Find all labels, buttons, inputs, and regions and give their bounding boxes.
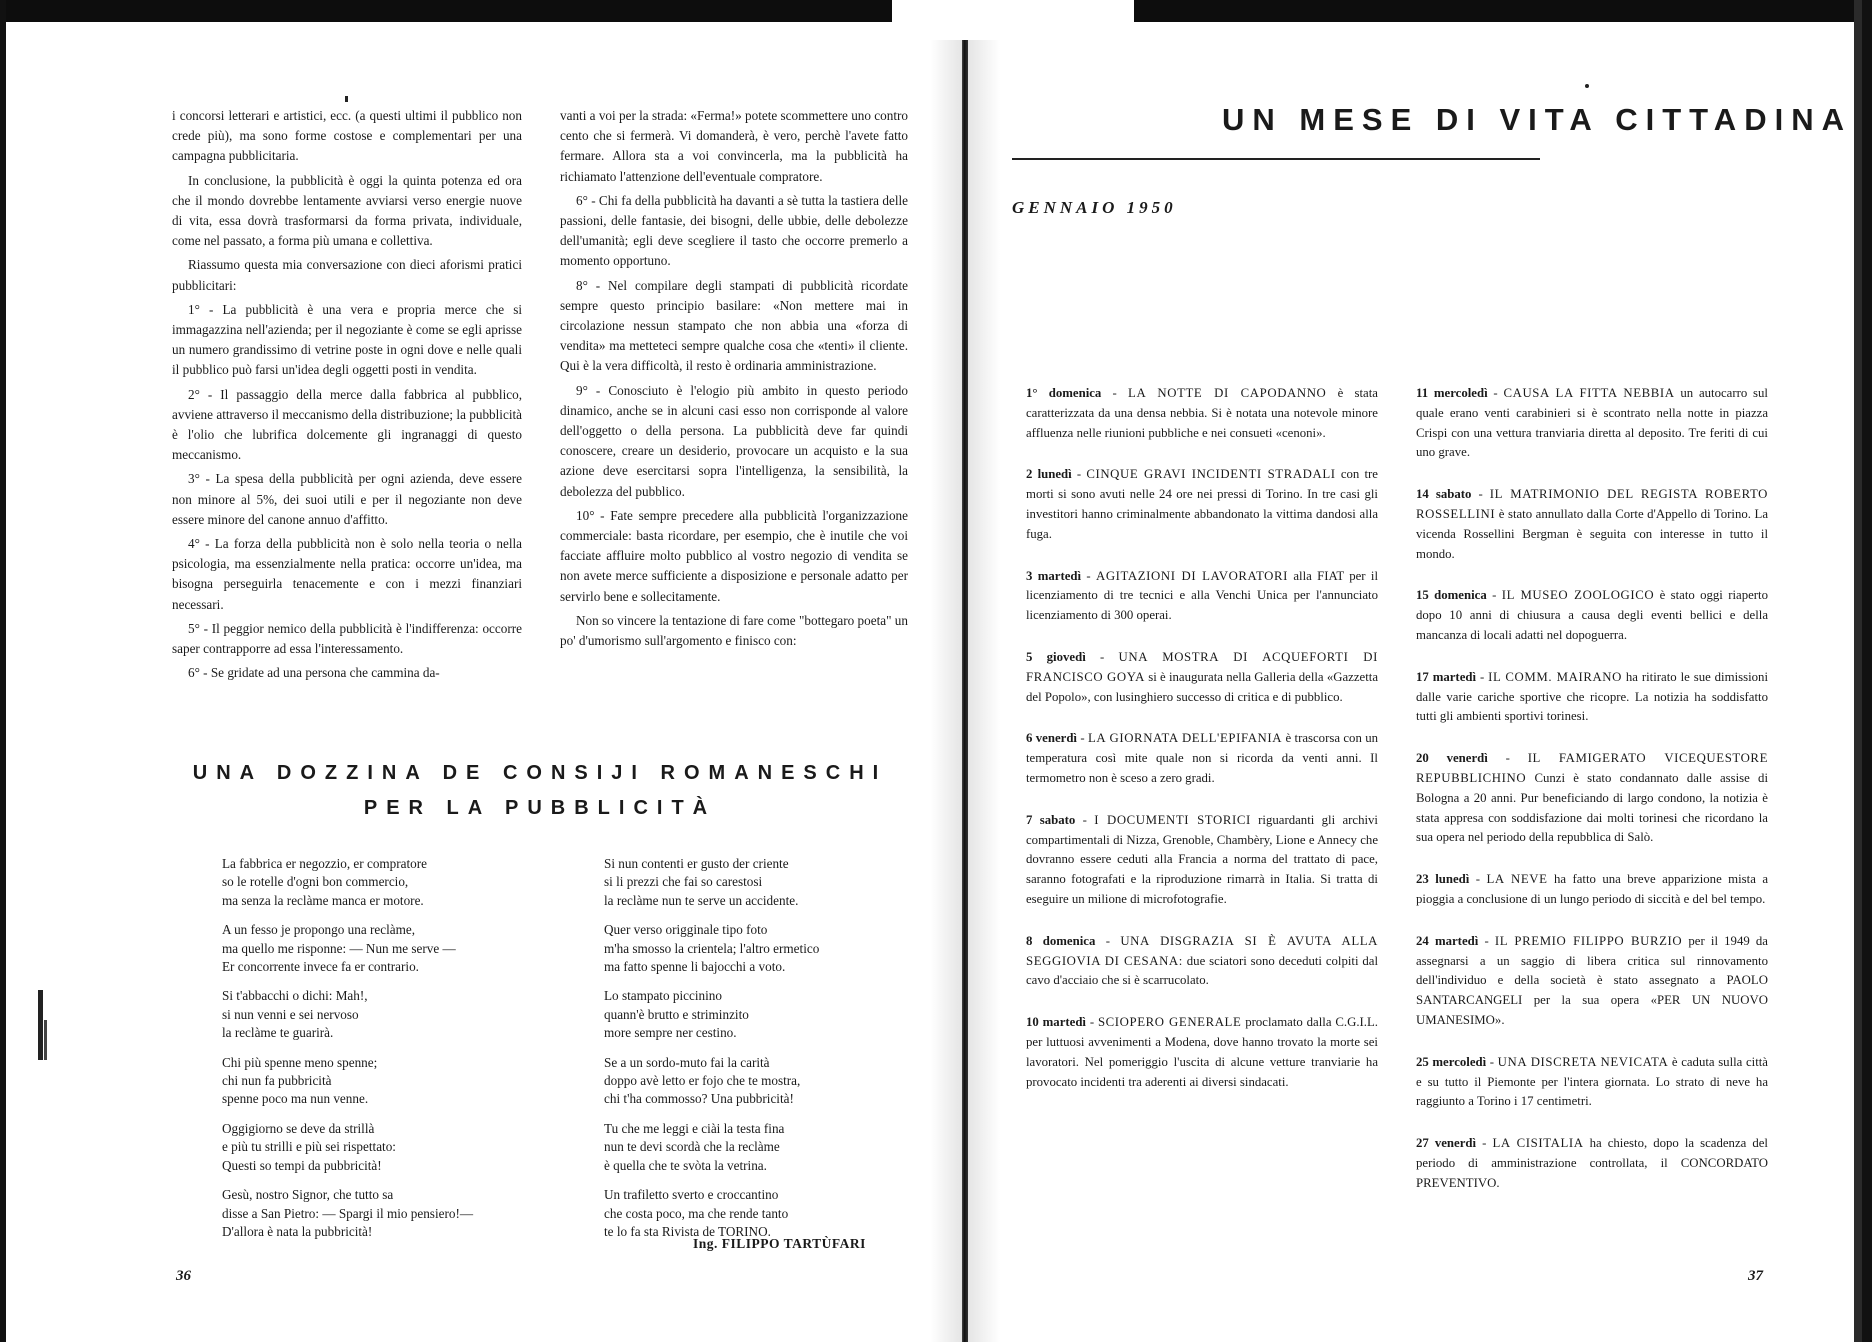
poem-stanza (222, 1054, 552, 1109)
poem-line: e più tu strilli e più sei rispettato: (222, 1139, 396, 1155)
poem-line: Oggigiorno se deve da strillà (222, 1120, 375, 1136)
entry-text: ha ritirato le sue dimissioni dalle varie cariche sportive che ricopre. La notizia ha soddisfatto tutti gli ambienti sportivi torinesi. (1416, 669, 1768, 724)
book-gutter (962, 40, 968, 1342)
page-title: UN MESE DI VITA CITTADINA (1222, 102, 1852, 137)
entry-day: 2 lunedì (1026, 467, 1072, 482)
paragraph: Riassumo questa mia conversazione con dieci aforismi pratici pubblicitari: (172, 257, 522, 293)
left-article-column-b (560, 106, 908, 655)
entry-headline: IL MATRIMONIO DEL REGISTA ROBERTO ROSSELLINI (1416, 487, 1768, 521)
poem-stanza (604, 1120, 924, 1175)
entry-text: si è inaugurata nella Galleria della «Gazzetta del Popolo», con lusinghiero successo di critica e di pubblico. (1026, 669, 1379, 704)
entry-headline: CINQUE GRAVI INCIDENTI STRADALI (1086, 467, 1336, 482)
poem-line: Gesù, nostro Signor, che tutto sa (222, 1187, 394, 1203)
paragraph: vanti a voi per la strada: «Ferma!» potete scommettere uno contro cento che si fermerà. Vi domanderà, è vero, perchè l'avete fatto fermare. Allora sta a voi convincerla, ma la pubblicità ha richiamato l'attenzione dell'eventuale compratore. (560, 108, 908, 184)
poem-line: ma fatto spenne li bajocchi a voto. (604, 959, 786, 975)
month-heading: GENNAIO 1950 (1012, 198, 1177, 217)
print-speck (1585, 84, 1589, 88)
poem-line: chi t'ha commosso? Una pubbricità! (604, 1091, 794, 1107)
entry-headline: AGITAZIONI DI LAVORATORI (1095, 568, 1288, 583)
entry-day: 6 venerdì (1026, 731, 1077, 746)
chronicle-entry: 11 mercoledì - CAUSA LA FITTA NEBBIA un autocarro sul quale erano venti carabinieri si è scontrato nella notte in piazza Crispi con una vettura tranviaria diretta al deposito. Tre feriti di cui uno grave. (1416, 386, 1768, 460)
poem-line: doppo avè letto er fojo che te mostra, (604, 1073, 801, 1089)
entry-headline: LA GIORNATA DELL'EPIFANIA (1088, 731, 1283, 746)
entry-day: 8 domenica (1026, 933, 1096, 948)
paragraph: 5° - Il peggior nemico della pubblicità è l'indifferenza: occorre saper contrapporre ad essa l'interessamento. (172, 620, 522, 657)
left-article-column-a (172, 106, 522, 687)
poem-line: spenne poco ma nun venne. (222, 1091, 369, 1107)
entry-day: 17 martedì (1416, 669, 1477, 684)
entry-headline: UNA DISGRAZIA SI È AVUTA ALLA SEGGIOVIA DI CESANA: (1026, 933, 1378, 968)
entry-text: alla FIAT per il licenziamento di tre tecnici e alla Venchi Unica per l'annunciato licenziamento di 300 operai. (1026, 568, 1378, 623)
entry-text: è trascorsa con un temperatura così mite quale non si ricorda da venti anni. Il termometro non è sceso a zero gradi. (1026, 731, 1379, 785)
poem-line: Si nun contenti er gusto der criente (604, 856, 789, 871)
paragraph: i concorsi letterari e artistici, ecc. (a questi ultimi il pubblico non crede più), ma sono forme costose e complementari per una campagna pubblicitaria. (172, 108, 522, 164)
poem-line: nun te devi scordà che la reclàme (604, 1139, 780, 1155)
entry-headline: IL COMM. MAIRANO (1488, 669, 1622, 684)
paragraph: 10° - Fate sempre precedere alla pubblicità l'organizzazione commerciale: basta ricordare, per esempio, che è inutile che voi facciate affluire molto pubblico al vostro negozio di vendita se non avete merce sufficiente a disposizione e personale adatto per servirlo bene e sollecitamente. (560, 507, 908, 604)
poem-line: quann'è brutto e striminzito (604, 1006, 749, 1022)
entry-day: 20 venerdì (1416, 751, 1488, 766)
poem-line: more sempre ner cestino. (604, 1025, 737, 1041)
entry-text: è caduta sulla città e su tutto il Piemonte per l'intera giornata. Lo strato di neve ha raggiunto a Torino i 17 centimetri. (1416, 1054, 1768, 1109)
chronicle-entry: 24 martedì - IL PREMIO FILIPPO BURZIO per il 1949 da assegnarsi a un saggio di libera critica sul rinnovamento dell'individuo e della società è stato assegnato a PAOLO SANTARCANGELI per la sua opera «PER UN NUOVO UMANESIMO». (1416, 933, 1768, 1027)
entry-headline: I DOCUMENTI STORICI (1094, 812, 1251, 827)
entry-text: per il 1949 da assegnarsi a un saggio di libera critica sul rinnovamento dell'individuo e della società è stato assegnato a PAOLO SANTARCANGELI per la sua opera «PER UN NUOVO UMANESIMO». (1416, 933, 1768, 1027)
poem-stanza (604, 855, 924, 910)
chronicle-entry: 5 giovedì - UNA MOSTRA DI ACQUEFORTI DI FRANCISCO GOYA si è inaugurata nella Galleria della «Gazzetta del Popolo», con lusinghiero successo di critica e di pubblico. (1026, 649, 1379, 704)
entry-day: 10 martedì (1026, 1015, 1086, 1030)
chronicle-entry: 3 martedì - AGITAZIONI DI LAVORATORI alla FIAT per il licenziamento di tre tecnici e alla Venchi Unica per l'annunciato licenziamento di 300 operai. (1026, 568, 1378, 623)
poem-line: A un fesso je propongo una reclàme, (222, 922, 415, 938)
entry-day: 11 mercoledì (1416, 386, 1488, 400)
paragraph: 1° - La pubblicità è una vera e propria merce che si immagazzina nell'azienda; per il negoziante è come se egli aprisse un numero grandissimo di vetrine poste in ogni dove e nelle quali il pubblico può farsi un'idea degli oggetti posti in vendita. (172, 301, 522, 378)
entry-headline: UNA MOSTRA DI ACQUEFORTI DI FRANCISCO GOYA (1026, 649, 1378, 684)
poem-column-b (604, 855, 924, 1252)
entry-text: un autocarro sul quale erano venti carabinieri si è scontrato nella notte in piazza Crispi con una vettura tranviaria diretta al deposito. Tre feriti di cui uno grave. (1416, 386, 1768, 460)
poem-line: Se a un sordo-muto fai la carità (604, 1054, 770, 1070)
entry-headline: CAUSA LA FITTA NEBBIA (1503, 386, 1675, 400)
entry-text: ha fatto una breve apparizione mista a pioggia a conclusione di un lungo periodo di siccità e del bel tempo. (1416, 872, 1768, 906)
poem-title: PER LA PUBBLICITÀ (363, 797, 717, 819)
entry-day: 7 sabato (1026, 812, 1076, 827)
print-speck (345, 96, 348, 102)
entry-day: 1° domenica (1026, 386, 1102, 400)
chronicle-column-a (1026, 384, 1378, 1114)
poem-stanza (604, 987, 924, 1042)
chronicle-entry: 25 mercoledì - UNA DISCRETA NEVICATA è caduta sulla città e su tutto il Piemonte per l'intera giornata. Lo strato di neve ha raggiunto a Torino i 17 centimetri. (1416, 1054, 1768, 1109)
chronicle-entry: 23 lunedì - LA NEVE ha fatto una breve apparizione mista a pioggia a conclusione di un lungo periodo di siccità e del bel tempo. (1416, 872, 1768, 906)
poem-line: la reclàme nun te serve un accidente. (604, 892, 799, 908)
page-number-left: 36 (176, 1268, 191, 1284)
poem-line: Un trafiletto sverto e croccantino (604, 1187, 779, 1203)
chronicle-entry: 15 domenica - IL MUSEO ZOOLOGICO è stato oggi riaperto dopo 10 anni di chiusura a causa degli eventi bellici e della mancanza di locali adatti nel dopoguerra. (1416, 588, 1768, 642)
chronicle-entry: 8 domenica - UNA DISGRAZIA SI È AVUTA ALLA SEGGIOVIA DI CESANA: due sciatori sono deceduti colpiti dal cavo d'acciaio che si è scarrucolato. (1026, 933, 1378, 988)
paragraph: 6° - Chi fa della pubblicità ha davanti a sè tutta la tastiera delle passioni, delle fantasie, dei bisogni, delle ubbie, delle debolezze dell'umanità; egli deve scegliere il tasto che occorre premerlo a momento opportuno. (560, 192, 908, 269)
poem-line: ma senza la reclàme manca er motore. (222, 892, 424, 908)
entry-headline: IL MUSEO ZOOLOGICO (1501, 588, 1655, 603)
chronicle-entry: 20 venerdì - IL FAMIGERATO VICEQUESTORE REPUBBLICHINO Cunzi è stato condannato dalle assise di Bologna a 20 anni. Pur beneficiando di largo condono, la notizia è stata appresa con soddisfazione dai molti torinesi che ricordano la sua opera nel periodo della repubblica di Salò. (1416, 751, 1768, 845)
entry-day: 27 venerdì (1416, 1136, 1477, 1151)
entry-day: 15 domenica (1416, 588, 1487, 603)
poem-stanza (222, 855, 552, 910)
scan-right-shadow (1854, 0, 1862, 1342)
entry-day: 23 lunedì (1416, 872, 1470, 887)
paragraph: 3° - La spesa della pubblicità per ogni azienda, deve essere non minore al 5%, dei suoi utili e per il negoziante non deve essere minore del canone annuo d'affitto. (172, 471, 522, 527)
entry-text: riguardanti gli archivi compartimentali di Nizza, Grenoble, Chambèry, Lione e Annecy che dovranno essere ceduti alla Francia a norma del trattato di pace, saranno fotografati e la riproduzione rimarrà in Italia. Si tratta di eseguire un milione di microfotografie. (1026, 812, 1378, 906)
poem-line: che costa poco, ma che rende tanto (604, 1205, 789, 1221)
poem-column-a (222, 855, 552, 1252)
paragraph: 9° - Conosciuto è l'elogio più ambito in questo periodo dinamico, anche se in alcuni casi esso non corrisponde al valore dell'oggetto o della persona. La pubblicità deve far quindi conoscere, creare un desiderio, provocare un acquisto e la sua azione deve esercitarsi sopra l'intelligenza, la sensibilità, la debolezza del pubblico. (560, 382, 908, 499)
poem-line: ma quello me risponne: — Nun me serve — (222, 940, 456, 956)
poem-line: so le rotelle d'ogni bon commercio, (222, 874, 409, 890)
poem-line: Questi so tempi da pubbricità! (222, 1157, 382, 1173)
entry-headline: SCIOPERO GENERALE (1097, 1015, 1242, 1030)
poem-stanza (222, 987, 552, 1042)
title-rule (1012, 158, 1540, 160)
entry-day: 14 sabato (1416, 487, 1472, 502)
poem-line: chi nun fa pubbricità (222, 1073, 332, 1089)
poem-stanza (222, 1186, 552, 1241)
poem-stanza (604, 1186, 924, 1241)
poem-line: si nun venni e sei nervoso (222, 1006, 359, 1022)
poem-line: Quer verso origginale tipo foto (604, 922, 768, 938)
author-signature: Ing. FILIPPO TARTÙFARI (693, 1236, 866, 1251)
entry-headline: IL PREMIO FILIPPO BURZIO (1494, 933, 1683, 948)
poem-line: la reclàme te guarirà. (222, 1025, 334, 1041)
poem-line: Si t'abbacchi o dichi: Mah!, (222, 988, 368, 1004)
binding-mark (38, 990, 43, 1060)
poem-line: Er concorrente invece fa er contrario. (222, 959, 419, 975)
entry-headline: LA CISITALIA (1492, 1136, 1584, 1151)
entry-day: 3 martedì (1026, 568, 1082, 583)
paragraph: 6° - Se gridate ad una persona che cammina da- (188, 665, 440, 681)
entry-text: ha chiesto, dopo la scadenza del periodo di amministrazione controllata, il CONCORDATO PREVENTIVO. (1416, 1136, 1768, 1190)
poem-line: La fabbrica er negozzio, er compratore (222, 856, 428, 871)
chronicle-entry: 10 martedì - SCIOPERO GENERALE proclamato dalla C.G.I.L. per luttuosi avvenimenti a Modena, dove hanno trovato la morte sei lavoratori. Nel pomeriggio l'uscita di alcune vetture tranviarie ha provocato incidenti tra aderenti ai diversi sindacati. (1026, 1015, 1378, 1089)
poem-line: m'ha smosso la crientela; l'altro ermetico (604, 940, 820, 956)
entry-text: è stato annullato dalla Corte d'Appello di Torino. La vicenda Rossellini Bergman è seguita con interesse in tutto il mondo. (1416, 506, 1768, 561)
chronicle-entry: 14 sabato - IL MATRIMONIO DEL REGISTA ROBERTO ROSSELLINI è stato annullato dalla Corte d'Appello di Torino. La vicenda Rossellini Bergman è seguita con interesse in tutto il mondo. (1416, 487, 1768, 561)
entry-day: 25 mercoledì (1416, 1054, 1487, 1069)
poem-title: UNA DOZZINA DE CONSIJI ROMANESCHI (192, 762, 888, 784)
scan-left-border (0, 0, 6, 1342)
entry-day: 5 giovedì (1026, 649, 1086, 664)
binding-mark-small (44, 1020, 47, 1060)
poem-line: Tu che me leggi e ciài la testa fina (604, 1120, 785, 1136)
scan-right-border (1862, 0, 1872, 1342)
poem-line: Lo stampato piccinino (604, 988, 722, 1004)
paragraph: Non so vincere la tentazione di fare come "bottegaro poeta" un po' d'umorismo sull'argomento e finisco con: (560, 612, 908, 649)
chronicle-entry: 6 venerdì - LA GIORNATA DELL'EPIFANIA è trascorsa con un temperatura così mite quale non si ricorda da venti anni. Il termometro non è sceso a zero gradi. (1026, 731, 1379, 785)
scan-top-notch (892, 0, 1134, 60)
entry-text: è stato oggi riaperto dopo 10 anni di chiusura a causa degli eventi bellici e della mancanza di locali adatti nel dopoguerra. (1416, 588, 1768, 642)
paragraph: In conclusione, la pubblicità è oggi la quinta potenza ed ora che il mondo dovrebbe lentamente avviarsi verso energie nuove di vita, essa dovrà trasformarsi da forma privata, individuale, come nel passato, a forma più umana e collettiva. (172, 172, 522, 249)
entry-text: proclamato dalla C.G.I.L. per luttuosi avvenimenti a Modena, dove hanno trovato la morte sei lavoratori. Nel pomeriggio l'uscita di alcune vetture tranviarie ha provocato incidenti tra aderenti ai diversi sindacati. (1026, 1015, 1378, 1089)
entry-headline: LA NOTTE DI CAPODANNO (1128, 386, 1327, 400)
entry-text: con tre morti si sono avuti nelle 24 ore nei pressi di Torino. In tre casi gli investitori hanno criminalmente abbandonato la vittima dandosi alla fuga. (1026, 467, 1378, 541)
poem-stanza (222, 1120, 552, 1175)
chronicle-entry: 7 sabato - I DOCUMENTI STORICI riguardanti gli archivi compartimentali di Nizza, Grenoble, Chambèry, Lione e Annecy che dovranno essere ceduti alla Francia a norma del trattato di pace, saranno fotografati e la riproduzione rimarrà in Italia. Si tratta di eseguire un milione di microfotografie. (1026, 812, 1378, 906)
poem-line: Chi più spenne meno spenne; (222, 1054, 378, 1070)
poem-stanza (604, 1054, 924, 1109)
paragraph: 8° - Nel compilare degli stampati di pubblicità ricordate sempre questo principio basilare: «Non mettere mai in circolazione nessun stampato che non abbia una «forza di vendita» ma metteteci sempre qualche cosa che «tenti» il cliente. Qui è la vera difficoltà, il resto è ordinaria amministrazione. (560, 277, 908, 374)
poem-stanza (604, 921, 924, 976)
chronicle-entry: 1° domenica - LA NOTTE DI CAPODANNO è stata caratterizzata da una densa nebbia. Si è notata una notevole minore affluenza nelle riunioni pubbliche e nei consueti «cenoni». (1026, 386, 1378, 440)
poem-line: è quella che te svòta la vetrina. (604, 1157, 767, 1173)
entry-headline: UNA DISCRETA NEVICATA (1497, 1054, 1669, 1069)
page-number-right: 37 (1748, 1268, 1763, 1284)
entry-text: è stata caratterizzata da una densa nebbia. Si è notata una notevole minore affluenza nelle riunioni pubbliche e nei consueti «cenoni». (1026, 386, 1378, 440)
chronicle-entry: 2 lunedì - CINQUE GRAVI INCIDENTI STRADALI con tre morti si sono avuti nelle 24 ore nei pressi di Torino. In tre casi gli investitori hanno criminalmente abbandonato la vittima dandosi alla fuga. (1026, 467, 1378, 541)
poem-line: te lo fa sta Rivista de TORINO. (604, 1223, 771, 1239)
entry-headline: IL FAMIGERATO VICEQUESTORE REPUBBLICHINO (1416, 751, 1768, 785)
entry-day: 24 martedì (1416, 933, 1479, 948)
entry-text: Cunzi è stato condannato dalle assise di Bologna a 20 anni. Pur beneficiando di largo condono, la notizia è stata appresa con soddisfazione dai molti torinesi che ricordano la sua opera nel periodo della repubblica di Salò. (1416, 770, 1768, 845)
poem-line: disse a San Pietro: — Spargi il mio pensiero!— (222, 1205, 474, 1221)
poem-stanza (222, 921, 552, 976)
chronicle-entry: 17 martedì - IL COMM. MAIRANO ha ritirato le sue dimissioni dalle varie cariche sportive che ricopre. La notizia ha soddisfatto tutti gli ambienti sportivi torinesi. (1416, 669, 1768, 724)
chronicle-entry: 27 venerdì - LA CISITALIA ha chiesto, dopo la scadenza del periodo di amministrazione controllata, il CONCORDATO PREVENTIVO. (1416, 1136, 1768, 1190)
poem-line: D'allora è nata la pubbricità! (222, 1223, 373, 1239)
paragraph: 4° - La forza della pubblicità non è solo nella teoria o nella psicologia, ma essenzialmente nella pratica: occorre un'idea, ma bisogna perseguirla tenacemente e con i mezzi finanziari necessari. (172, 536, 522, 612)
poem-line: si li prezzi che fai so carestosi (604, 874, 763, 890)
paragraph: 2° - Il passaggio della merce dalla fabbrica al pubblico, avviene attraverso il meccanismo della distribuzione; la pubblicità è l'olio che lubrifica dolcemente gli ingranaggi di questo meccanismo. (172, 386, 522, 463)
entry-headline: LA NEVE (1486, 872, 1548, 887)
chronicle-column-b (1416, 384, 1768, 1216)
entry-text: due sciatori sono deceduti colpiti dal cavo d'acciaio che si è scarrucolato. (1026, 953, 1378, 988)
